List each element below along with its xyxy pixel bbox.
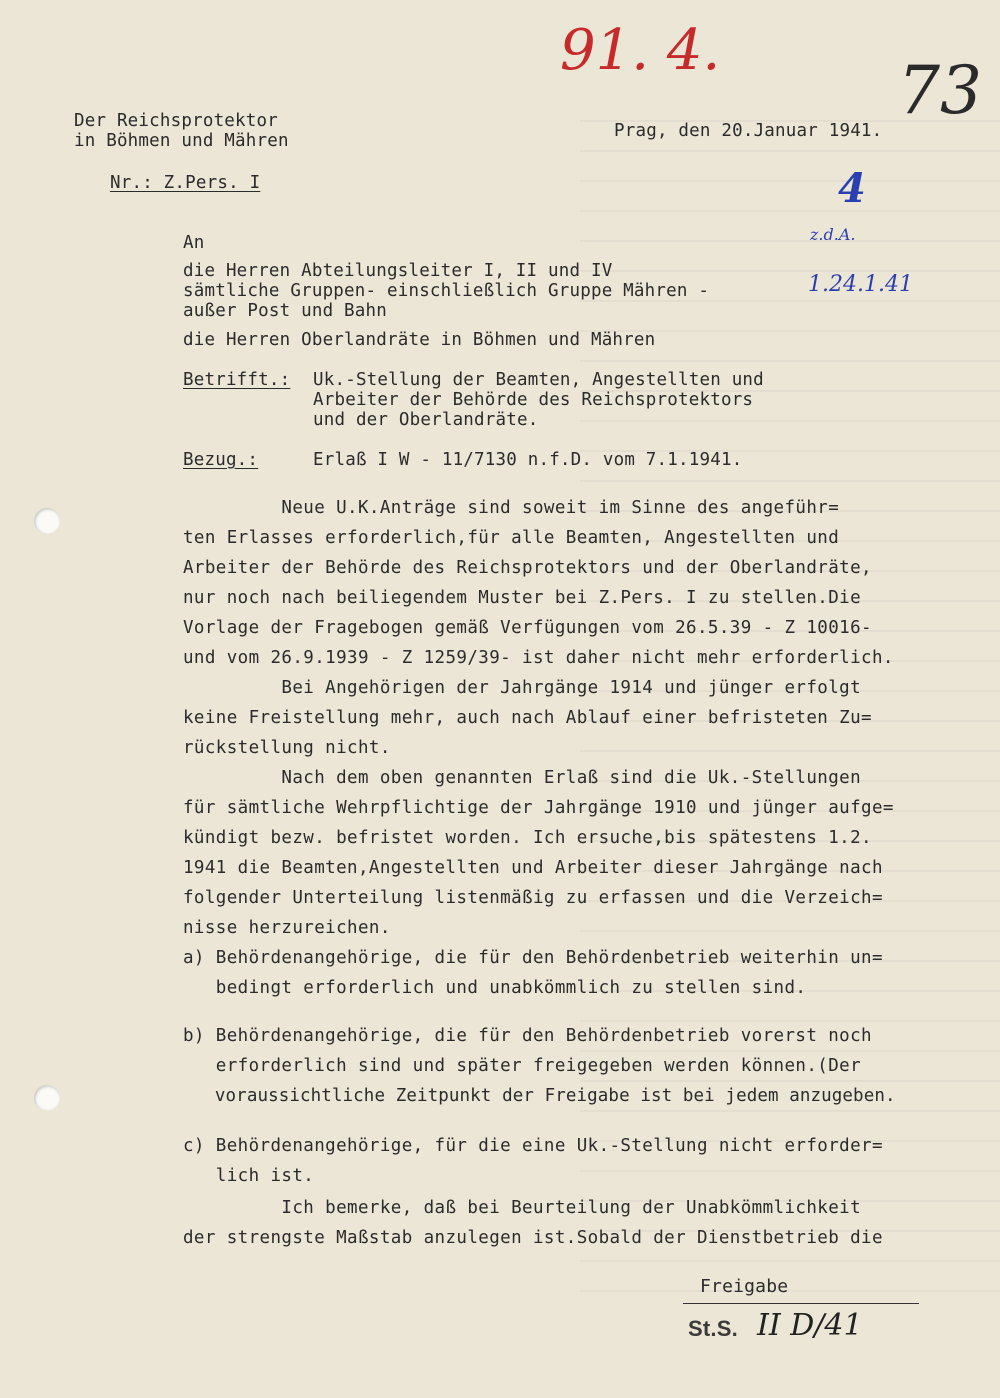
red-handwritten-number: 91. 4.: [560, 18, 721, 83]
list-item-a: a) Behördenangehörige, die für den Behördenbetrieb weiterhin un=: [183, 948, 883, 968]
body-line: der strengste Maßstab anzulegen ist.Sobald der Dienstbetrieb die: [183, 1228, 883, 1248]
page-number-handwritten: 73: [898, 52, 982, 129]
body-line: Bei Angehörigen der Jahrgänge 1914 und jünger erfolgt: [183, 678, 862, 698]
recipient-line-1: die Herren Abteilungsleiter I, II und IV: [183, 261, 613, 281]
body-line: Neue U.K.Anträge sind soweit im Sinne des angeführ=: [183, 498, 840, 518]
list-item-c: c) Behördenangehörige, für die eine Uk.-Stellung nicht erforder=: [183, 1136, 883, 1156]
blue-mark-3: 1.24.1.41: [808, 272, 913, 297]
body-line: kündigt bezw. befristet worden. Ich ersuche,bis spätestens 1.2.: [183, 828, 872, 848]
list-item-c-cont: lich ist.: [183, 1166, 315, 1186]
body-line: rückstellung nicht.: [183, 738, 391, 758]
body-line: keine Freistellung mehr, auch nach Ablauf einer befristeten Zu=: [183, 708, 872, 728]
subject-line-2: Arbeiter der Behörde des Reichsprotektors: [313, 390, 754, 410]
list-item-b-cont: voraussichtliche Zeitpunkt der Freigabe ist bei jedem anzugeben.: [183, 1086, 896, 1106]
stamp-freigabe: Freigabe: [700, 1276, 789, 1297]
body-line: nisse herzureichen.: [183, 918, 391, 938]
blue-mark-2: z.d.A.: [810, 225, 856, 244]
subject-label: Betrifft.:: [183, 370, 291, 390]
recipient-line-3: außer Post und Bahn: [183, 301, 387, 321]
body-line: für sämtliche Wehrpflichtige der Jahrgänge 1910 und jünger aufge=: [183, 798, 894, 818]
body-line: Ich bemerke, daß bei Beurteilung der Unabkömmlichkeit: [183, 1198, 862, 1218]
stamp-st-s: St.S.: [688, 1316, 738, 1341]
stamp-number: II D/41: [757, 1308, 863, 1343]
recipient-an: An: [183, 233, 205, 253]
body-line: und vom 26.9.1939 - Z 1259/39- ist daher nicht mehr erforderlich.: [183, 648, 894, 668]
subject-line-1: Uk.-Stellung der Beamten, Angestellten und: [313, 370, 764, 390]
reference-label: Bezug.:: [183, 450, 259, 470]
place-date: Prag, den 20.Januar 1941.: [614, 121, 883, 141]
punch-hole-bottom: [34, 1085, 60, 1111]
reference-number: Nr.: Z.Pers. I: [110, 173, 261, 193]
body-line: Vorlage der Fragebogen gemäß Verfügungen vom 26.5.39 - Z 10016-: [183, 618, 872, 638]
body-line: Nach dem oben genannten Erlaß sind die Uk.-Stellungen: [183, 768, 862, 788]
blue-mark-1: 4: [838, 165, 866, 212]
body-line: ten Erlasses erforderlich,für alle Beamten, Angestellten und: [183, 528, 840, 548]
recipient-line-4: die Herren Oberlandräte in Böhmen und Mähren: [183, 330, 656, 350]
subject-line-3: und der Oberlandräte.: [313, 410, 539, 430]
list-item-b-cont: erforderlich sind und später freigegeben werden können.(Der: [183, 1056, 862, 1076]
reference-text: Erlaß I W - 11/7130 n.f.D. vom 7.1.1941.: [313, 450, 743, 470]
body-line: 1941 die Beamten,Angestellten und Arbeiter dieser Jahrgänge nach: [183, 858, 883, 878]
body-line: folgender Unterteilung listenmäßig zu erfassen und die Verzeich=: [183, 888, 883, 908]
sender-line-2: in Böhmen und Mähren: [74, 131, 289, 151]
list-item-b: b) Behördenangehörige, die für den Behördenbetrieb vorerst noch: [183, 1026, 872, 1046]
stamp-divider: [683, 1303, 919, 1304]
sender-line-1: Der Reichsprotektor: [74, 111, 278, 131]
list-item-a-cont: bedingt erforderlich und unabkömmlich zu stellen sind.: [183, 978, 807, 998]
body-line: nur noch nach beiliegendem Muster bei Z.Pers. I zu stellen.Die: [183, 588, 862, 608]
recipient-line-2: sämtliche Gruppen- einschließlich Gruppe Mähren -: [183, 281, 710, 301]
punch-hole-top: [34, 508, 60, 534]
body-line: Arbeiter der Behörde des Reichsprotektors und der Oberlandräte,: [183, 558, 872, 578]
